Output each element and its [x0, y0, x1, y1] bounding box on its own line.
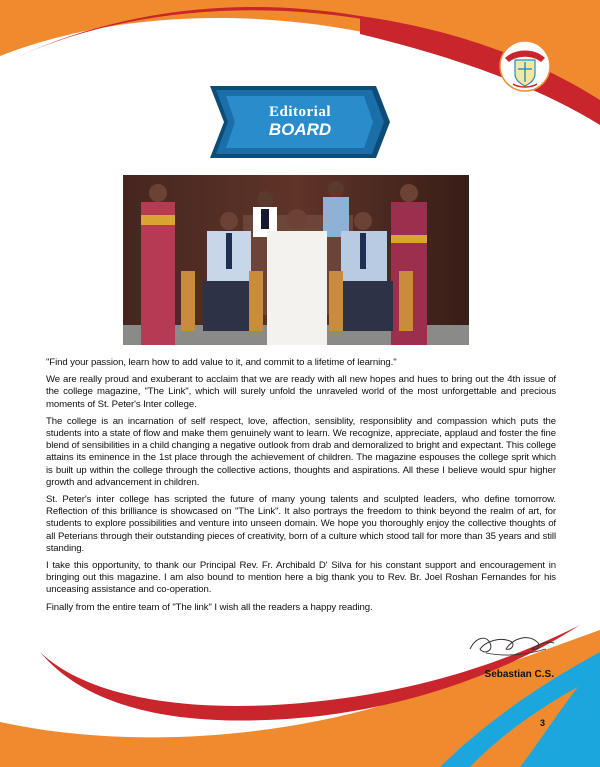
person-saree-left — [141, 184, 175, 345]
paragraph-thanks: I take this opportunity, to thank our Principal Rev. Fr. Archibald D' Silva for his constant support and encouragement in bringing out this magazine. I am also bound to mention here a big thank you to Rev. Br. Joel Roshan Fernandes for his unceasing assistance and co-operation. — [46, 560, 556, 596]
paragraph-closing: Finally from the entire team of "The link" I wish all the readers a happy reading. — [46, 601, 373, 613]
paragraph-legacy: St. Peter's inter college has scripted the future of many young talents and sculpted leaders, who define tomorrow. Reflection of this brilliance is showcased on "The Link". It also portrays the freedom to think beyond the realm of art, for students to explore possibilities and venture into unseen domain. We hope you thoroughly enjoy the collective thoughts of all Peterians through their outstanding pieces of creativity, born of a culture which stood tall for more than 35 years and still standing. — [46, 494, 556, 554]
paragraph-college: The college is an incarnation of self respect, love, affection, sensiblity, responsiblity and compassion which puts the students into a state of flow and make them genuinely want to learn. We recognize, appreciate, applaud and foster the fine blend of sensibilities in a child changing a negative outlook from drab and demoralized to bright and expectant. This college attains its eminence in the 1st place through the achievement of children. The magazine espouses the college sprit which is built up within the college through the collective actions, thoughts and aspirations. All these I believe would spur higher growth and advancement in children. — [46, 415, 556, 488]
banner-title-editorial: Editorial — [268, 104, 331, 120]
paragraph-intro: We are really proud and exuberant to acclaim that we are ready with all new hopes and hues to bring out the 4th issue of the college magazine, "The Link", which will surely unfold the unraveled world of the most unforgettable and precious moments of St. Peter's Inter college. — [46, 374, 556, 410]
page-number: 3 — [540, 718, 546, 728]
editor-name: Sebastian C.S. — [484, 669, 554, 680]
banner-title-board: BOARD — [268, 120, 332, 139]
opening-quote: "Find your passion, learn how to add value to it, and commit to a lifetime of learning." — [46, 357, 397, 368]
group-photo — [123, 175, 469, 345]
college-crest-logo — [499, 40, 551, 92]
editorial-body — [46, 357, 556, 619]
handwritten-signature — [466, 627, 556, 661]
editorial-banner-text — [210, 104, 390, 139]
